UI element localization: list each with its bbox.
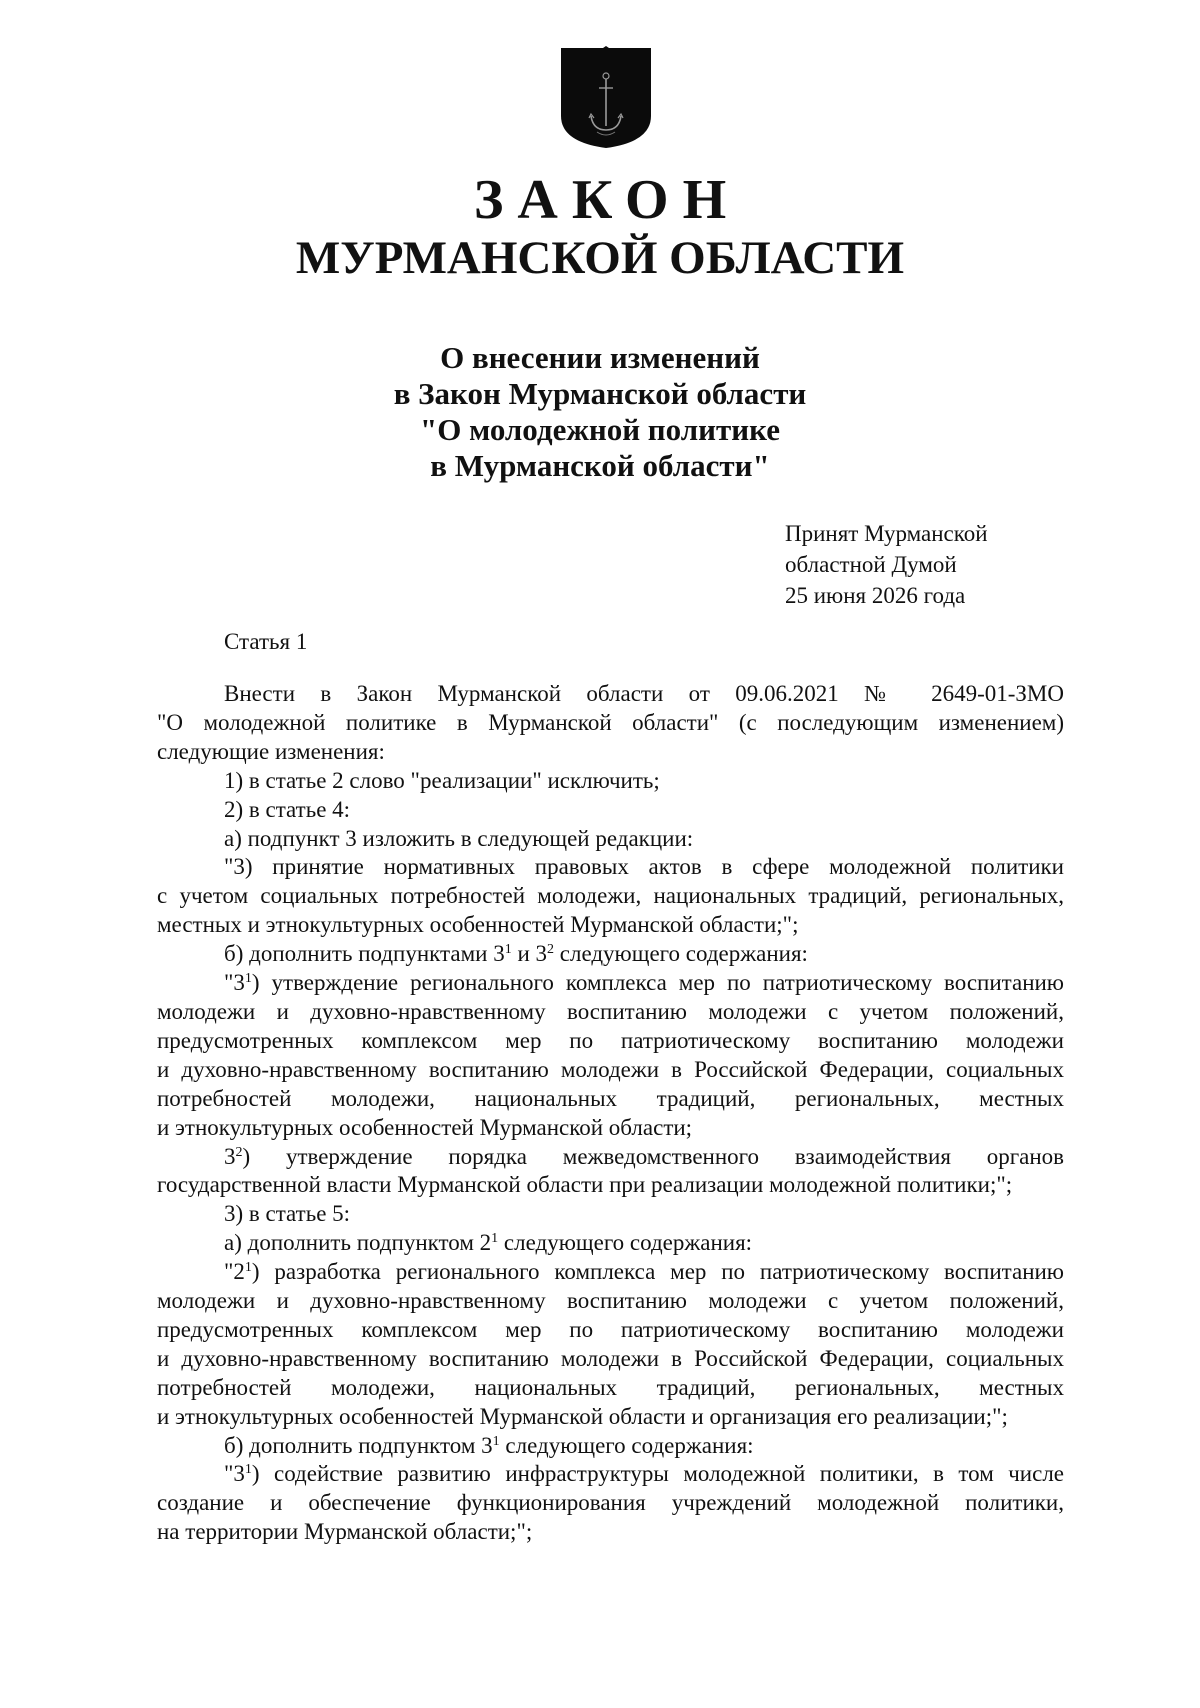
article-heading: Статья 1: [224, 629, 308, 654]
body-line: 1) в статье 2 слово "реализации" исключить;: [224, 767, 660, 793]
body-line: [157, 1229, 1064, 1258]
text-span: ) содействие развитию инфраструктуры молодежной политики, в том числе: [251, 1461, 1064, 1487]
superscript: 1: [244, 1260, 252, 1276]
text-span: б) дополнить подпунктами 3: [224, 941, 505, 967]
text-span: следующего содержания:: [554, 941, 808, 967]
superscript: 2: [547, 942, 555, 958]
body-line: местных и этнокультурных особенностей Мурманской области;";: [157, 912, 799, 938]
body-line: молодежи и духовно-нравственному воспитанию молодежи с учетом положений,: [157, 998, 1064, 1024]
body-line: создание и обеспечение функционирования учреждений молодежной политики,: [157, 1490, 1064, 1516]
text-span: а) дополнить подпунктом 2: [224, 1230, 492, 1256]
text-span: следующего содержания:: [498, 1230, 753, 1256]
body-line: и этнокультурных особенностей Мурманской области;: [157, 1114, 693, 1140]
text-span: ) разработка регионального комплекса мер по патриотическому воспитанию: [251, 1259, 1064, 1285]
document-title-line: "О молодежной политике: [420, 412, 780, 447]
article-body: [157, 680, 1064, 1547]
body-line: 3) в статье 5:: [224, 1201, 351, 1227]
body-line: следующие изменения:: [157, 738, 385, 764]
coat-of-arms-icon: [559, 46, 653, 150]
body-line: и духовно-нравственному воспитанию молодежи в Российской Федерации, социальных: [157, 1345, 1064, 1371]
text-span: и 3: [511, 941, 548, 967]
text-span: ) утверждение регионального комплекса мер по патриотическому воспитанию: [251, 970, 1064, 996]
body-line: потребностей молодежи, национальных традиций, региональных, местных: [157, 1374, 1064, 1400]
body-line: [157, 1258, 1064, 1287]
body-line: [157, 940, 1064, 969]
body-line: [157, 969, 1064, 998]
text-span: "3: [224, 970, 245, 996]
document-title-line: в Мурманской области": [430, 448, 770, 483]
text-span: ) утверждение порядка межведомственного взаимодействия органов: [242, 1143, 1064, 1169]
body-line: потребностей молодежи, национальных традиций, региональных, местных: [157, 1085, 1064, 1111]
body-line: "3) принятие нормативных правовых актов в сфере молодежной политики: [224, 854, 1064, 880]
body-line: [157, 1143, 1064, 1172]
body-line: предусмотренных комплексом мер по патриотическому воспитанию молодежи: [157, 1316, 1064, 1342]
law-region-title: МУРМАНСКОЙ ОБЛАСТИ: [295, 232, 905, 284]
superscript: 1: [244, 1462, 252, 1478]
document-title: [0, 340, 1200, 484]
superscript: 1: [244, 971, 252, 987]
adoption-line: Принят Мурманской: [785, 521, 988, 546]
body-line: государственной власти Мурманской области при реализации молодежной политики;";: [157, 1172, 1013, 1198]
document-title-line: в Закон Мурманской области: [393, 376, 807, 411]
text-span: 3: [224, 1143, 236, 1169]
superscript: 1: [491, 1231, 499, 1247]
text-span: "2: [224, 1259, 245, 1285]
text-span: б) дополнить подпунктом 3: [224, 1432, 493, 1458]
document-title-line: О внесении изменений: [440, 340, 760, 375]
body-line: молодежи и духовно-нравственному воспитанию молодежи с учетом положений,: [157, 1288, 1064, 1314]
body-line: 2) в статье 4:: [224, 796, 351, 822]
superscript: 2: [235, 1144, 243, 1160]
body-line: "О молодежной политике в Мурманской области" (с последующим изменением): [157, 709, 1064, 735]
body-line: и духовно-нравственному воспитанию молодежи в Российской Федерации, социальных: [157, 1056, 1064, 1082]
adoption-note: [785, 518, 988, 611]
superscript: 1: [504, 942, 512, 958]
body-line: [157, 1460, 1064, 1489]
superscript: 1: [492, 1433, 500, 1449]
body-line: на территории Мурманской области;";: [157, 1519, 533, 1545]
body-line: и этнокультурных особенностей Мурманской области и организация его реализации;";: [157, 1403, 1008, 1429]
body-line: с учетом социальных потребностей молодежи, национальных традиций, региональных,: [157, 883, 1064, 909]
adoption-line: областной Думой: [785, 552, 957, 577]
body-line: предусмотренных комплексом мер по патриотическому воспитанию молодежи: [157, 1027, 1064, 1053]
text-span: "3: [224, 1461, 245, 1487]
law-title: ЗАКОН: [473, 169, 741, 231]
adoption-date: 25 июня 2026 года: [785, 583, 966, 608]
body-line: [157, 1432, 1064, 1461]
text-span: следующего содержания:: [499, 1432, 754, 1458]
body-line: Внести в Закон Мурманской области от 09.06.2021 № 2649-01-ЗМО: [224, 681, 1064, 706]
body-line: а) подпункт 3 изложить в следующей редакции:: [224, 825, 694, 851]
